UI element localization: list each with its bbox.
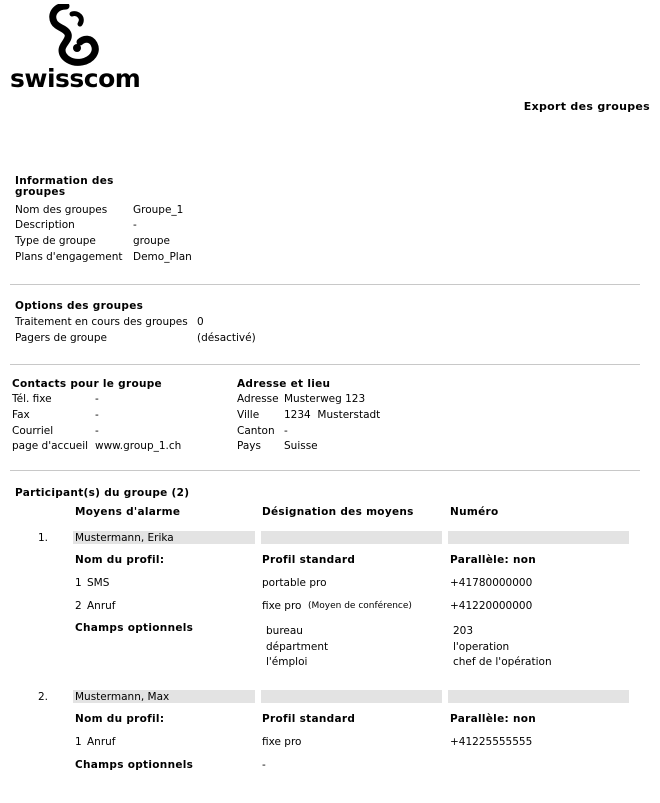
options-value-traitement: 0	[197, 316, 204, 328]
info-label-description: Description	[15, 219, 75, 231]
column-header-designation: Désignation des moyens	[262, 506, 414, 518]
info-value-plans: Demo_Plan	[133, 251, 192, 263]
brand-name: swisscom	[10, 64, 141, 93]
participants-heading: Participant(s) du groupe (2)	[15, 487, 190, 499]
means-number: +41225555555	[450, 736, 533, 748]
means-designation-note: (Moyen de conférence)	[308, 601, 412, 611]
contacts-value-tel: -	[95, 393, 99, 405]
means-type: Anruf	[87, 600, 116, 612]
swisscom-logo	[10, 4, 140, 94]
address-label-street: Adresse	[237, 393, 279, 405]
optional-field-name: bureau	[266, 625, 303, 637]
profile-name: Profil standard	[262, 713, 356, 725]
parallel-status: Parallèle: non	[450, 554, 537, 566]
participant-number-bar	[448, 531, 629, 544]
contacts-label-homepage: page d'accueil	[12, 440, 89, 452]
means-type: SMS	[87, 577, 110, 589]
contacts-value-homepage: www.group_1.ch	[95, 440, 182, 452]
address-label-canton: Canton	[237, 425, 275, 437]
address-value-city: 1234 Musterstadt	[284, 409, 381, 421]
participant-designation-bar	[261, 531, 442, 544]
profile-name: Profil standard	[262, 554, 356, 566]
optional-field-name: l'émploi	[266, 656, 308, 668]
means-index: 1	[75, 577, 82, 589]
means-designation: fixe pro	[262, 736, 302, 748]
profile-label: Nom du profil:	[75, 713, 165, 725]
divider	[10, 470, 640, 471]
address-label-city: Ville	[237, 409, 260, 421]
means-designation: fixe pro	[262, 600, 302, 612]
address-heading: Adresse et lieu	[237, 378, 331, 390]
optional-fields-empty: -	[262, 759, 266, 771]
contacts-label-email: Courriel	[12, 425, 54, 437]
optional-field-value: 203	[453, 625, 474, 637]
address-label-country: Pays	[237, 440, 261, 452]
contacts-label-tel: Tél. fixe	[12, 393, 52, 405]
participant-name: Mustermann, Max	[75, 691, 170, 703]
options-heading: Options des groupes	[15, 300, 144, 312]
participant-designation-bar	[261, 690, 442, 703]
optional-fields-label: Champs optionnels	[75, 622, 194, 634]
options-value-pagers: (désactivé)	[197, 332, 256, 344]
info-label-name: Nom des groupes	[15, 204, 108, 216]
contacts-heading: Contacts pour le groupe	[12, 378, 162, 390]
info-label-plans: Plans d'engagement	[15, 251, 123, 263]
parallel-status: Parallèle: non	[450, 713, 537, 725]
participant-number-bar	[448, 690, 629, 703]
contacts-value-fax: -	[95, 409, 99, 421]
means-index: 2	[75, 600, 82, 612]
column-header-number: Numéro	[450, 506, 499, 518]
optional-field-value: l'operation	[453, 641, 510, 653]
means-type: Anruf	[87, 736, 116, 748]
info-value-type: groupe	[133, 235, 170, 247]
info-value-name: Groupe_1	[133, 204, 184, 216]
page-title: Export des groupes	[523, 100, 650, 113]
participant-name: Mustermann, Erika	[75, 532, 174, 544]
address-value-country: Suisse	[284, 440, 318, 452]
swisscom-logo-icon	[36, 4, 106, 66]
means-designation: portable pro	[262, 577, 327, 589]
address-value-street: Musterweg 123	[284, 393, 366, 405]
optional-fields-label: Champs optionnels	[75, 759, 194, 771]
optional-field-value: chef de l'opération	[453, 656, 552, 668]
contacts-label-fax: Fax	[12, 409, 30, 421]
participant-index: 2.	[38, 691, 49, 703]
info-value-description: -	[133, 219, 137, 231]
optional-field-name: départment	[266, 641, 329, 653]
means-index: 1	[75, 736, 82, 748]
options-label-traitement: Traitement en cours des groupes	[15, 316, 188, 328]
address-value-canton: -	[284, 425, 288, 437]
options-label-pagers: Pagers de groupe	[15, 332, 107, 344]
divider	[10, 364, 640, 365]
info-heading: Information des groupes	[15, 175, 114, 198]
profile-label: Nom du profil:	[75, 554, 165, 566]
divider	[10, 284, 640, 285]
info-label-type: Type de groupe	[15, 235, 96, 247]
means-number: +41220000000	[450, 600, 533, 612]
column-header-alarm-means: Moyens d'alarme	[75, 506, 181, 518]
participant-index: 1.	[38, 532, 49, 544]
means-number: +41780000000	[450, 577, 533, 589]
contacts-value-email: -	[95, 425, 99, 437]
